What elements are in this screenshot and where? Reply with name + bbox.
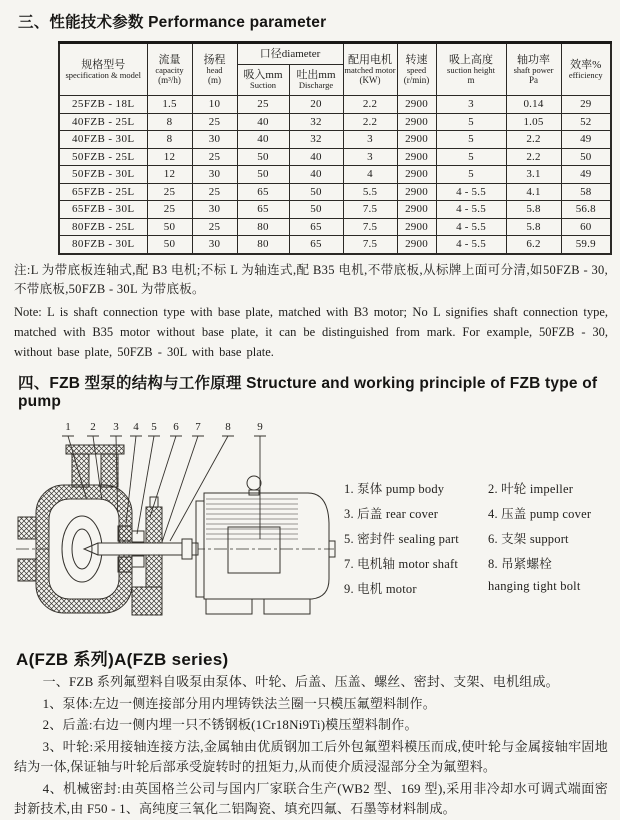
cell-suction-height: 5 [436, 166, 506, 184]
callout-number: 9 [257, 421, 263, 434]
table-row [59, 183, 611, 201]
figure-row [12, 421, 610, 637]
cell-speed: 2900 [397, 166, 436, 184]
cell-efficiency: 56.8 [561, 201, 611, 219]
cell-efficiency: 50 [561, 148, 611, 166]
cell-efficiency: 59.9 [561, 236, 611, 254]
cell-capacity: 8 [147, 131, 192, 149]
cell-capacity: 25 [147, 183, 192, 201]
cell-model: 25FZB - 18L [59, 96, 147, 114]
callout-number: 5 [151, 421, 157, 434]
cell-motor: 4 [343, 166, 397, 184]
legend-item: 6. 支架 support [488, 532, 569, 547]
table-row [59, 236, 611, 254]
cell-shaft-power: 5.8 [506, 201, 561, 219]
cell-suction: 80 [237, 236, 289, 254]
cell-efficiency: 49 [561, 131, 611, 149]
description-paragraph: 4、机械密封:由英国格兰公司与国内厂家联合生产(WB2 型、169 型),采用非冷却水可调式端面密封新技术,由 F50 - 1、高纯度三氧化二铝陶瓷、填充四氟、石墨等材料制成。 [14, 780, 608, 817]
cell-speed: 2900 [397, 201, 436, 219]
cell-motor: 7.5 [343, 218, 397, 236]
cell-suction-height: 4 - 5.5 [436, 218, 506, 236]
col-header-suction-height: 吸上高度 suction height m [436, 43, 506, 96]
cell-suction-height: 5 [436, 148, 506, 166]
figure-legend [344, 479, 612, 597]
callout-number: 1 [65, 421, 71, 434]
cell-suction-height: 4 - 5.5 [436, 201, 506, 219]
legend-item: 4. 压盖 pump cover [488, 507, 592, 522]
cell-motor: 7.5 [343, 201, 397, 219]
cell-motor: 3 [343, 131, 397, 149]
section-structure-title: 四、FZB 型泵的结构与工作原理 Structure and working principle of FZB type of pump [18, 375, 598, 411]
legend-item: 3. 后盖 rear cover [344, 507, 439, 522]
callout-number: 4 [133, 421, 139, 434]
cell-suction: 50 [237, 166, 289, 184]
cell-model: 40FZB - 30L [59, 131, 147, 149]
cell-head: 25 [192, 113, 237, 131]
cell-model: 80FZB - 30L [59, 236, 147, 254]
cell-capacity: 50 [147, 218, 192, 236]
description-paragraph: 2、后盖:右边一侧内埋一只不锈钢板(1Cr18Ni9Ti)模压塑料制作。 [42, 717, 418, 733]
col-header-capacity: 流量 capacity (m³/h) [147, 43, 192, 96]
cell-model: 65FZB - 25L [59, 183, 147, 201]
cell-motor: 2.2 [343, 113, 397, 131]
cell-motor: 5.5 [343, 183, 397, 201]
callout-number: 8 [225, 421, 231, 434]
col-header-efficiency: 效率% efficiency [561, 43, 611, 96]
cell-speed: 2900 [397, 236, 436, 254]
cell-efficiency: 49 [561, 166, 611, 184]
callout-number: 7 [195, 421, 201, 434]
cell-efficiency: 52 [561, 113, 611, 131]
cell-model: 50FZB - 25L [59, 148, 147, 166]
cell-shaft-power: 2.2 [506, 131, 561, 149]
cell-speed: 2900 [397, 131, 436, 149]
cell-discharge: 40 [289, 148, 343, 166]
col-header-diameter: 口径diameter [237, 43, 343, 65]
cell-head: 10 [192, 96, 237, 114]
cell-discharge: 32 [289, 113, 343, 131]
callout-number: 3 [113, 421, 119, 434]
description-paragraph: 一、FZB 系列氟塑料自吸泵由泵体、叶轮、后盖、压盖、螺丝、密封、支架、电机组成。 [42, 674, 559, 690]
cell-capacity: 12 [147, 148, 192, 166]
table-row [59, 148, 611, 166]
cell-model: 50FZB - 30L [59, 166, 147, 184]
cell-suction: 65 [237, 183, 289, 201]
description-paragraph: 3、叶轮:采用接轴连接方法,金属轴由优质钢加工后外包氟塑料模压而成,使叶轮与金属接轴牢固地结为一体,保证轴与叶轮后部承受旋转时的扭矩力,从而使介质浸湿部分全为氟塑料。 [14, 738, 608, 775]
cell-discharge: 65 [289, 236, 343, 254]
cell-efficiency: 29 [561, 96, 611, 114]
cell-speed: 2900 [397, 96, 436, 114]
cell-model: 80FZB - 25L [59, 218, 147, 236]
legend-item: 8. 吊紧螺栓 [488, 557, 552, 572]
performance-parameter-table [58, 41, 612, 255]
table-row [59, 166, 611, 184]
col-header-discharge: 吐出mm Discharge [289, 65, 343, 96]
cell-speed: 2900 [397, 218, 436, 236]
cell-capacity: 1.5 [147, 96, 192, 114]
cell-suction: 50 [237, 148, 289, 166]
cell-motor: 2.2 [343, 96, 397, 114]
cell-suction: 25 [237, 96, 289, 114]
cell-capacity: 8 [147, 113, 192, 131]
cell-suction-height: 5 [436, 113, 506, 131]
cell-shaft-power: 1.05 [506, 113, 561, 131]
cell-discharge: 32 [289, 131, 343, 149]
cell-suction: 40 [237, 131, 289, 149]
col-header-motor: 配用电机 matched motor (KW) [343, 43, 397, 96]
series-description [14, 672, 608, 820]
description-paragraph: 1、泵体:左边一侧连接部分用内埋铸铁法兰圈一只模压氟塑料制作。 [42, 695, 436, 711]
cell-efficiency: 58 [561, 183, 611, 201]
legend-item: 5. 密封件 sealing part [344, 532, 459, 547]
cell-suction-height: 4 - 5.5 [436, 236, 506, 254]
table-row [59, 218, 611, 236]
cell-motor: 3 [343, 148, 397, 166]
cell-head: 25 [192, 148, 237, 166]
note-chinese: 注:L 为带底板连轴式,配 B3 电机;不标 L 为轴连式,配 B35 电机,不带底板,从标牌上面可分清,如50FZB - 30,不带底板,50FZB - 30L 为带底板。 [14, 262, 608, 296]
cell-speed: 2900 [397, 183, 436, 201]
cell-shaft-power: 2.2 [506, 148, 561, 166]
legend-item: 9. 电机 motor [344, 582, 417, 597]
cell-suction: 40 [237, 113, 289, 131]
cell-speed: 2900 [397, 113, 436, 131]
cell-capacity: 50 [147, 236, 192, 254]
pump-cross-section-drawing [14, 421, 338, 629]
cell-shaft-power: 0.14 [506, 96, 561, 114]
cell-head: 25 [192, 183, 237, 201]
table-row [59, 96, 611, 114]
cell-capacity: 25 [147, 201, 192, 219]
cell-suction: 80 [237, 218, 289, 236]
cell-model: 65FZB - 30L [59, 201, 147, 219]
legend-item: 2. 叶轮 impeller [488, 482, 574, 497]
table-row [59, 131, 611, 149]
col-header-suction: 吸入mm Suction [237, 65, 289, 96]
cell-efficiency: 60 [561, 218, 611, 236]
callout-number: 6 [173, 421, 179, 434]
cell-head: 25 [192, 218, 237, 236]
cell-head: 30 [192, 236, 237, 254]
cell-shaft-power: 4.1 [506, 183, 561, 201]
cell-suction-height: 3 [436, 96, 506, 114]
cell-suction: 65 [237, 201, 289, 219]
cell-shaft-power: 5.8 [506, 218, 561, 236]
cell-discharge: 50 [289, 183, 343, 201]
cell-suction-height: 4 - 5.5 [436, 183, 506, 201]
cell-model: 40FZB - 25L [59, 113, 147, 131]
legend-item: 7. 电机轴 motor shaft [344, 557, 459, 572]
col-header-speed: 转速 speed (r/min) [397, 43, 436, 96]
legend-item: 1. 泵体 pump body [344, 482, 445, 497]
pump-structure-diagram [14, 421, 338, 629]
cell-discharge: 40 [289, 166, 343, 184]
cell-head: 30 [192, 131, 237, 149]
cell-shaft-power: 3.1 [506, 166, 561, 184]
col-header-shaft-power: 轴功率 shaft power Pa [506, 43, 561, 96]
legend-item: hanging tight bolt [488, 579, 581, 594]
cell-shaft-power: 6.2 [506, 236, 561, 254]
cell-speed: 2900 [397, 148, 436, 166]
cell-head: 30 [192, 166, 237, 184]
cell-motor: 7.5 [343, 236, 397, 254]
callout-number: 2 [90, 421, 96, 434]
cell-discharge: 20 [289, 96, 343, 114]
cell-discharge: 50 [289, 201, 343, 219]
cell-discharge: 65 [289, 218, 343, 236]
table-row [59, 113, 611, 131]
cell-head: 30 [192, 201, 237, 219]
section-performance-title: 三、性能技术参数 Performance parameter [18, 14, 327, 31]
note-english: Note: L is shaft connection type with base plate, matched with B3 motor; No L signifies shaft connection type, matched with B35 motor without base plate, it can be distinguished from mark. For example, 50FZB - 30, without base plate, 50FZB - 30L with base plate. [14, 305, 608, 360]
col-header-head: 扬程 head (m) [192, 43, 237, 96]
cell-capacity: 12 [147, 166, 192, 184]
col-header-model: 规格型号 specification & model [59, 43, 147, 96]
table-row [59, 201, 611, 219]
series-heading: A(FZB 系列)A(FZB series) [16, 650, 229, 670]
cell-suction-height: 5 [436, 131, 506, 149]
